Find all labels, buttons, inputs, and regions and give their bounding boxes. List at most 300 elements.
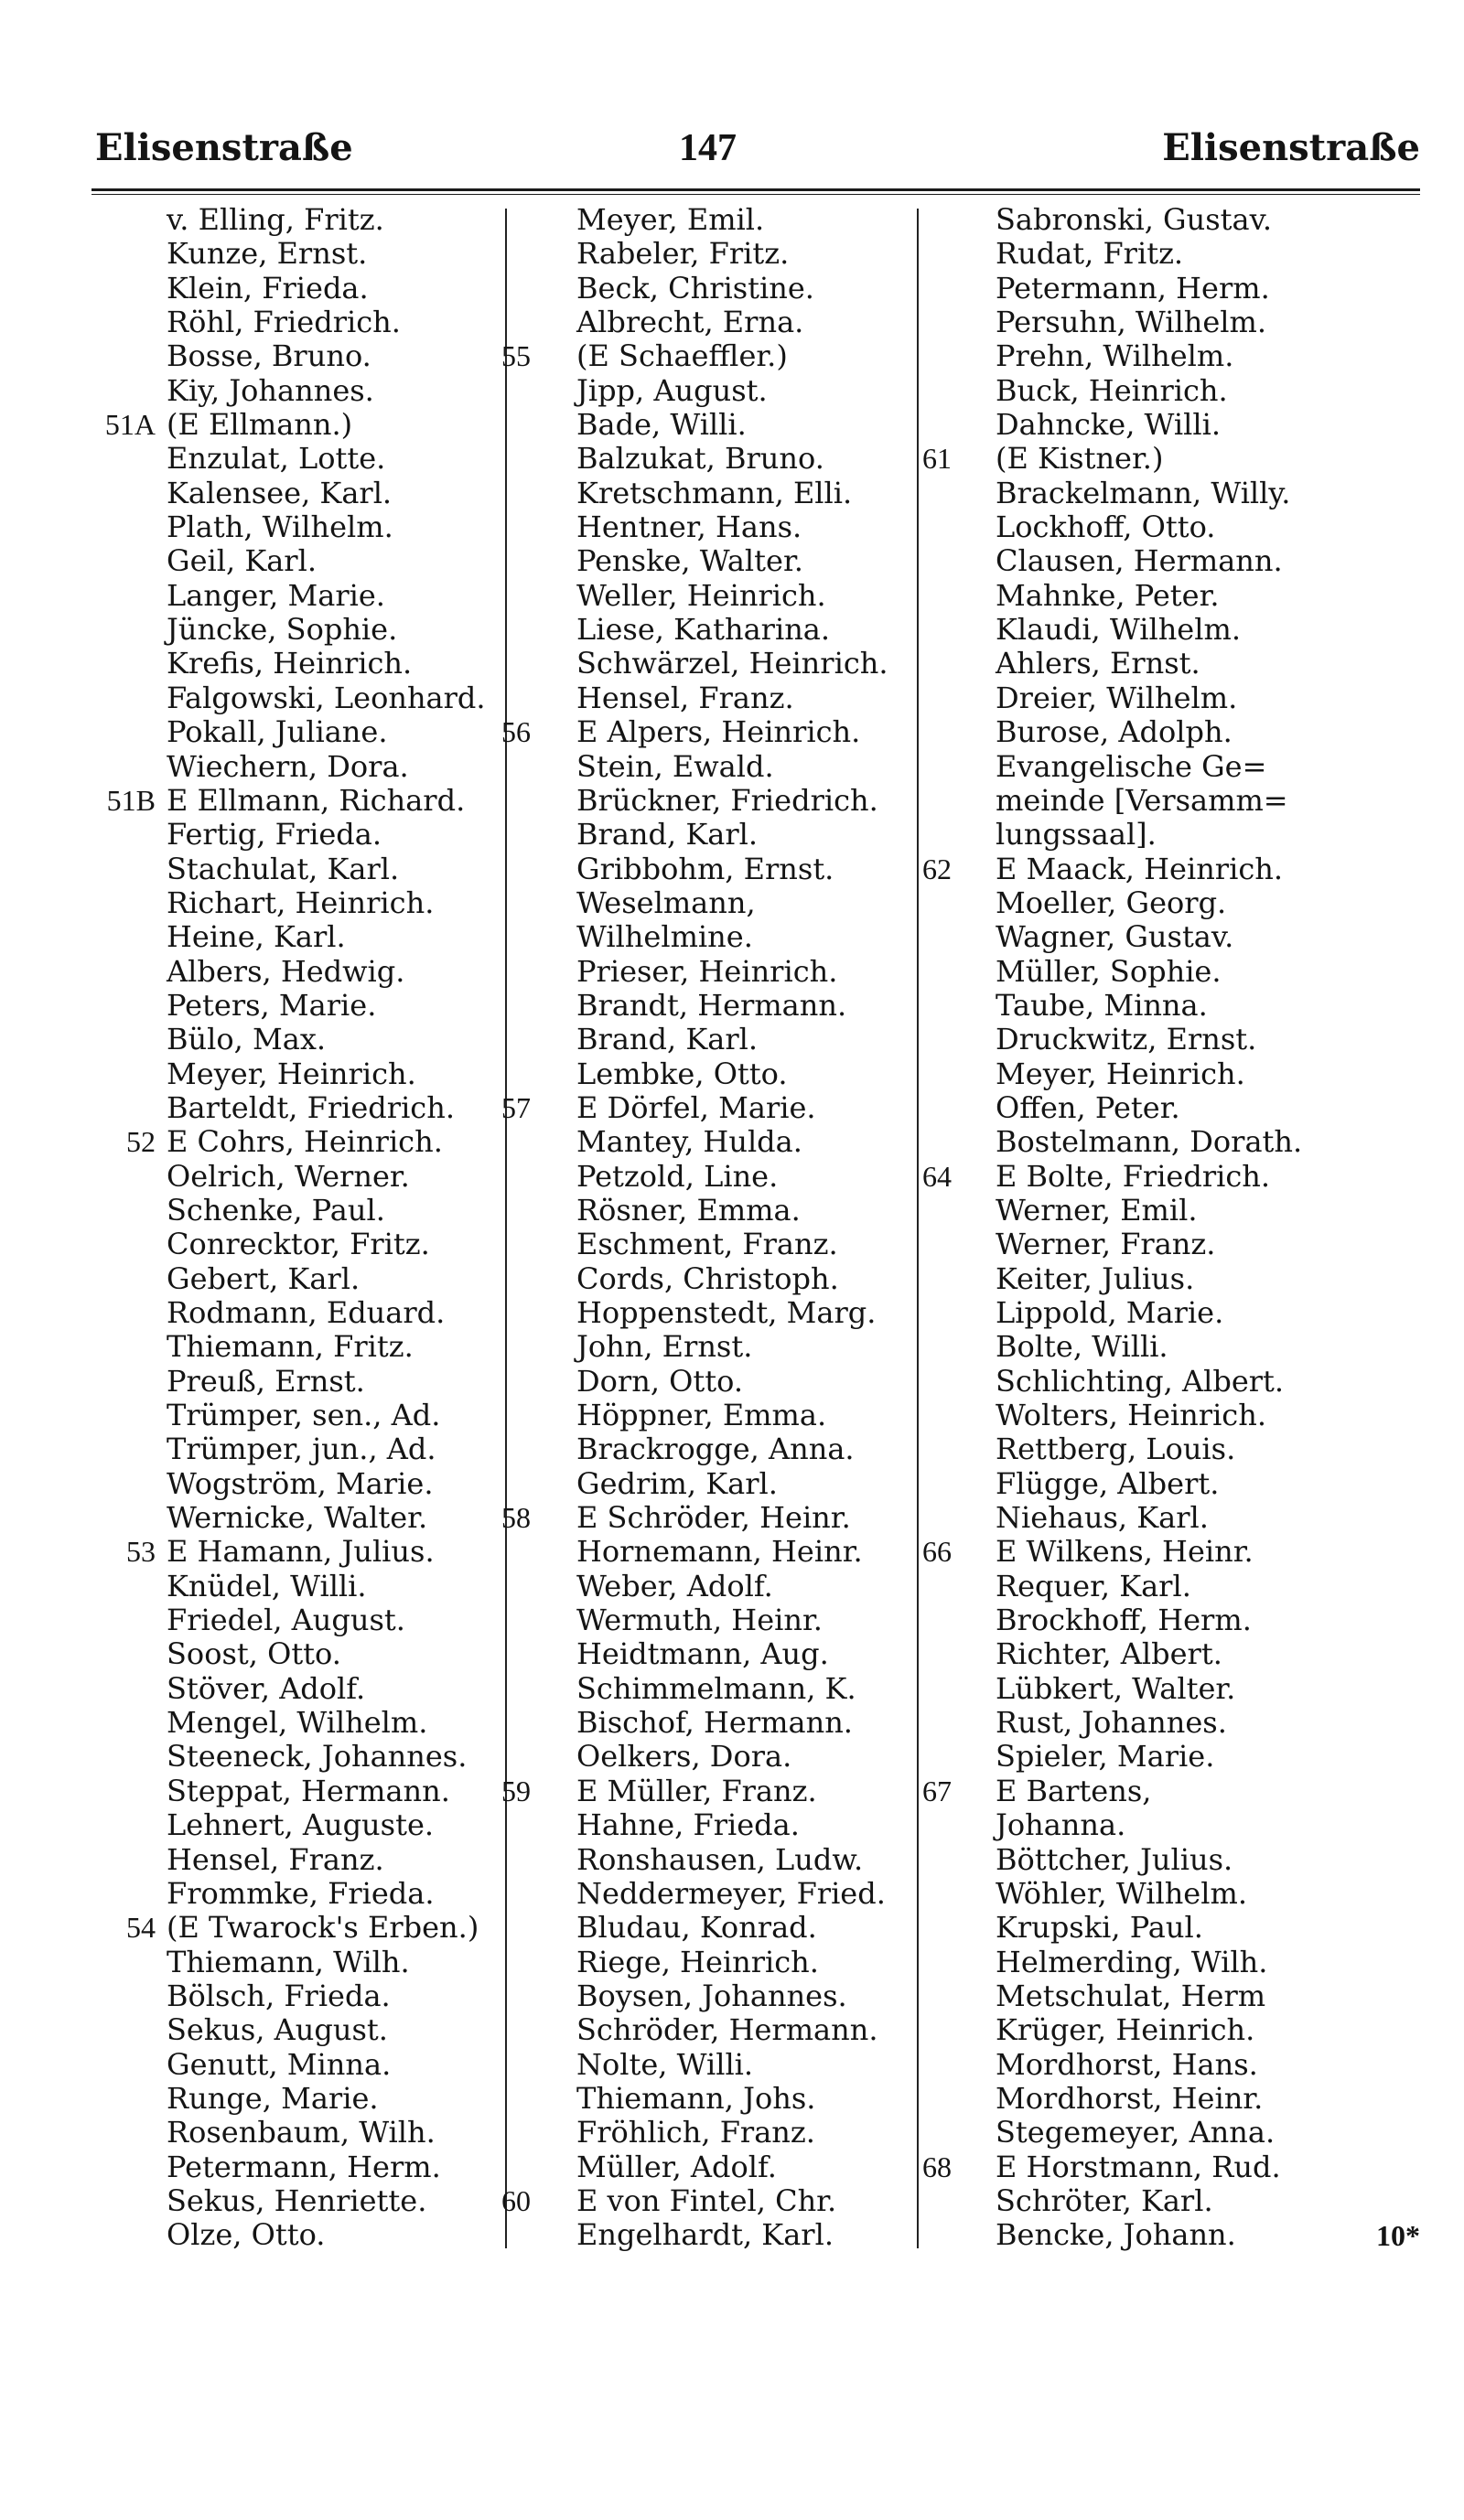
list-item bbox=[924, 2048, 1418, 2082]
resident-name: Heidtmann, Aug. bbox=[576, 1636, 829, 1672]
resident-name: Schröder, Hermann. bbox=[576, 2012, 878, 2048]
resident-name: Stachulat, Karl. bbox=[167, 851, 400, 886]
resident-name: (E Kistner.) bbox=[996, 441, 1164, 477]
resident-name: Rodmann, Eduard. bbox=[167, 1295, 446, 1330]
list-item bbox=[924, 1672, 1418, 1706]
resident-name: Trümper, sen., Ad. bbox=[167, 1398, 441, 1433]
list-item bbox=[924, 1365, 1418, 1399]
resident-name: E Ellmann, Richard. bbox=[167, 782, 466, 818]
list-item bbox=[512, 1057, 915, 1091]
resident-name: Weber, Adolf. bbox=[576, 1568, 773, 1603]
resident-name: Enzulat, Lotte. bbox=[167, 441, 386, 477]
list-item bbox=[924, 853, 1418, 886]
list-item bbox=[512, 1672, 915, 1706]
list-item bbox=[92, 203, 503, 237]
resident-name: Kretschmann, Elli. bbox=[576, 475, 853, 510]
list-item bbox=[92, 544, 503, 578]
resident-name: Wermuth, Heinr. bbox=[576, 1603, 823, 1638]
list-item bbox=[512, 477, 915, 510]
list-item bbox=[924, 681, 1418, 715]
list-item bbox=[924, 1467, 1418, 1501]
resident-name: Johanna. bbox=[996, 1807, 1126, 1843]
resident-name: Lippold, Marie. bbox=[996, 1295, 1224, 1330]
resident-name: Hensel, Franz. bbox=[167, 1841, 384, 1877]
resident-name: Burose, Adolph. bbox=[996, 714, 1233, 750]
list-item bbox=[512, 579, 915, 613]
list-item bbox=[512, 1808, 915, 1842]
house-number: 64 bbox=[922, 1159, 952, 1193]
list-item bbox=[924, 1330, 1418, 1364]
column-3 bbox=[924, 203, 1418, 2253]
list-item bbox=[924, 1911, 1418, 1945]
resident-name: Kunze, Ernst. bbox=[167, 236, 368, 272]
resident-name: Wagner, Gustav. bbox=[996, 919, 1234, 955]
resident-name: Lockhoff, Otto. bbox=[996, 509, 1216, 545]
resident-name: Barteldt, Friedrich. bbox=[167, 1089, 455, 1125]
list-item bbox=[92, 818, 503, 852]
list-item bbox=[92, 853, 503, 886]
list-item bbox=[501, 1500, 915, 1536]
list-item bbox=[92, 613, 503, 647]
list-item bbox=[92, 647, 503, 681]
resident-name: (E Schaeffler.) bbox=[576, 338, 788, 374]
list-item bbox=[92, 1262, 503, 1296]
list-item bbox=[92, 681, 503, 715]
resident-name: Albrecht, Erna. bbox=[576, 305, 804, 340]
list-item bbox=[924, 715, 1418, 749]
list-item bbox=[512, 750, 915, 784]
column-2 bbox=[501, 202, 915, 2253]
resident-name: Soost, Otto. bbox=[167, 1636, 341, 1672]
list-item bbox=[924, 1125, 1418, 1159]
house-number: 51B bbox=[106, 783, 156, 817]
list-item bbox=[501, 714, 915, 750]
resident-name: (E Twarock's Erben.) bbox=[167, 1910, 479, 1946]
signature-mark: 10* bbox=[1376, 2219, 1420, 2252]
resident-name: Meyer, Heinrich. bbox=[996, 1056, 1245, 1091]
resident-name: Balzukat, Bruno. bbox=[576, 441, 824, 477]
resident-name: Schenke, Paul. bbox=[167, 1192, 385, 1228]
resident-name: Röhl, Friedrich. bbox=[167, 305, 401, 340]
house-number: 68 bbox=[922, 2150, 952, 2183]
list-item bbox=[92, 989, 503, 1023]
list-item bbox=[92, 955, 503, 989]
list-item bbox=[924, 1603, 1418, 1637]
list-item bbox=[924, 2184, 1418, 2218]
resident-name: Moeller, Georg. bbox=[996, 885, 1227, 920]
list-item bbox=[924, 2082, 1418, 2116]
resident-name: Frommke, Frieda. bbox=[167, 1875, 435, 1911]
resident-name: Steppat, Hermann. bbox=[167, 1773, 450, 1808]
resident-name: Krüger, Heinrich. bbox=[996, 2012, 1255, 2048]
list-item bbox=[924, 339, 1418, 373]
resident-name: Krupski, Paul. bbox=[996, 1910, 1203, 1946]
list-item bbox=[92, 1125, 503, 1159]
list-item bbox=[512, 1125, 915, 1159]
resident-name: Helmerding, Wilh. bbox=[996, 1944, 1268, 1979]
resident-name: John, Ernst. bbox=[576, 1329, 753, 1365]
resident-name: Genutt, Minna. bbox=[167, 2046, 392, 2082]
resident-name: Steeneck, Johannes. bbox=[167, 1739, 468, 1775]
resident-name: E Schröder, Heinr. bbox=[576, 1500, 851, 1536]
list-item bbox=[92, 1023, 503, 1056]
list-item bbox=[924, 1160, 1418, 1194]
list-item bbox=[512, 1467, 915, 1501]
resident-name: Keiter, Julius. bbox=[996, 1260, 1195, 1296]
list-item bbox=[924, 374, 1418, 408]
list-item bbox=[92, 1706, 503, 1740]
resident-name: Schröter, Karl. bbox=[996, 2182, 1213, 2218]
resident-name: Sekus, August. bbox=[167, 2012, 388, 2048]
list-item bbox=[924, 1262, 1418, 1296]
header-left-street: Elisenstraße bbox=[95, 126, 353, 169]
list-item bbox=[92, 579, 503, 613]
resident-name: Requer, Karl. bbox=[996, 1568, 1191, 1603]
list-item bbox=[924, 203, 1418, 237]
resident-name: Friedel, August. bbox=[167, 1603, 405, 1638]
list-item bbox=[501, 338, 915, 374]
list-item bbox=[512, 1228, 915, 1261]
resident-name: Meyer, Emil. bbox=[576, 202, 765, 237]
list-item bbox=[924, 989, 1418, 1023]
list-item bbox=[92, 1399, 503, 1432]
resident-name: Fertig, Frieda. bbox=[167, 817, 382, 853]
column-divider-2 bbox=[917, 209, 919, 2248]
list-item bbox=[512, 2013, 915, 2047]
list-item bbox=[512, 1570, 915, 1603]
column-1 bbox=[92, 203, 503, 2253]
list-item bbox=[924, 1296, 1418, 1330]
list-item bbox=[512, 1262, 915, 1296]
resident-name: Heine, Karl. bbox=[167, 919, 346, 955]
list-item bbox=[512, 2048, 915, 2082]
resident-name: Mahnke, Peter. bbox=[996, 577, 1220, 613]
list-item bbox=[512, 2218, 915, 2252]
resident-name: Hahne, Frieda. bbox=[576, 1807, 800, 1843]
resident-name: E Hamann, Julius. bbox=[167, 1534, 435, 1570]
list-item bbox=[92, 886, 503, 920]
house-number: 56 bbox=[501, 715, 531, 749]
resident-name: Trümper, jun., Ad. bbox=[167, 1432, 436, 1467]
resident-name: Penske, Walter. bbox=[576, 543, 803, 579]
list-item bbox=[501, 1773, 915, 1808]
list-item bbox=[92, 2218, 503, 2252]
resident-name: Preuß, Ernst. bbox=[167, 1363, 365, 1399]
resident-name: Runge, Marie. bbox=[167, 2080, 379, 2116]
resident-name: E Alpers, Heinrich. bbox=[576, 714, 861, 750]
resident-name: Weselmann, bbox=[576, 885, 756, 920]
list-item bbox=[92, 750, 503, 784]
resident-name: Evangelische Ge= bbox=[996, 748, 1267, 784]
resident-name: E Dörfel, Marie. bbox=[576, 1089, 816, 1125]
house-number: 53 bbox=[126, 1535, 156, 1569]
resident-name: Taube, Minna. bbox=[996, 987, 1208, 1023]
list-item bbox=[512, 306, 915, 339]
resident-name: E Horstmann, Rud. bbox=[996, 2149, 1281, 2184]
resident-name: Wöhler, Wilhelm. bbox=[996, 1875, 1247, 1911]
resident-name: Bolte, Willi. bbox=[996, 1329, 1168, 1365]
house-number: 67 bbox=[922, 1774, 952, 1807]
resident-name: Brandt, Hermann. bbox=[576, 987, 847, 1023]
house-number: 61 bbox=[922, 442, 952, 476]
list-item bbox=[512, 818, 915, 852]
resident-name: Richart, Heinrich. bbox=[167, 885, 435, 920]
list-item bbox=[92, 442, 503, 476]
list-item bbox=[512, 1979, 915, 2013]
resident-name: Boysen, Johannes. bbox=[576, 1978, 847, 2013]
resident-name: Thiemann, Fritz. bbox=[167, 1329, 414, 1365]
list-item bbox=[512, 784, 915, 818]
list-item bbox=[92, 1843, 503, 1877]
list-item bbox=[512, 408, 915, 442]
list-item bbox=[92, 1228, 503, 1261]
resident-name: Thiemann, Johs. bbox=[576, 2080, 816, 2116]
resident-name: Hensel, Franz. bbox=[576, 680, 794, 715]
list-item bbox=[92, 920, 503, 954]
resident-name: v. Elling, Fritz. bbox=[167, 202, 384, 237]
list-item bbox=[512, 1432, 915, 1466]
resident-name: Persuhn, Wilhelm. bbox=[996, 305, 1267, 340]
resident-name: Wogström, Marie. bbox=[167, 1465, 434, 1501]
list-item bbox=[512, 442, 915, 476]
list-item bbox=[512, 510, 915, 544]
resident-name: Langer, Marie. bbox=[167, 577, 385, 613]
list-item bbox=[512, 1365, 915, 1399]
list-item bbox=[92, 1501, 503, 1535]
list-item bbox=[924, 1501, 1418, 1535]
resident-name: Nolte, Willi. bbox=[576, 2046, 754, 2082]
list-item bbox=[92, 1057, 503, 1091]
list-item bbox=[512, 272, 915, 306]
resident-name: E Müller, Franz. bbox=[576, 1773, 817, 1808]
list-item bbox=[924, 613, 1418, 647]
resident-name: Jipp, August. bbox=[576, 372, 768, 408]
header-right-street: Elisenstraße bbox=[1162, 126, 1420, 169]
list-item bbox=[924, 544, 1418, 578]
list-item bbox=[92, 339, 503, 373]
resident-name: Gedrim, Karl. bbox=[576, 1465, 778, 1501]
resident-name: Engelhardt, Karl. bbox=[576, 2217, 834, 2253]
list-item bbox=[512, 203, 915, 237]
resident-name: Prieser, Heinrich. bbox=[576, 953, 838, 989]
list-item bbox=[92, 1979, 503, 2013]
list-item bbox=[512, 1706, 915, 1740]
resident-name: Bölsch, Frieda. bbox=[167, 1978, 391, 2013]
resident-name: Hentner, Hans. bbox=[576, 509, 802, 545]
resident-name: Peters, Marie. bbox=[167, 987, 377, 1023]
resident-name: Wolters, Heinrich. bbox=[996, 1398, 1266, 1433]
list-item bbox=[924, 1979, 1418, 2013]
house-number: 62 bbox=[922, 852, 952, 885]
resident-name: Bostelmann, Dorath. bbox=[996, 1124, 1303, 1160]
resident-name: Rust, Johannes. bbox=[996, 1705, 1227, 1741]
resident-name: Clausen, Hermann. bbox=[996, 543, 1283, 579]
resident-name: (E Ellmann.) bbox=[167, 407, 353, 443]
resident-name: Rabeler, Fritz. bbox=[576, 236, 790, 272]
list-item bbox=[512, 2150, 915, 2184]
resident-name: Fröhlich, Franz. bbox=[576, 2115, 815, 2150]
resident-name: Bischof, Hermann. bbox=[576, 1705, 853, 1741]
resident-name: Flügge, Albert. bbox=[996, 1465, 1220, 1501]
list-item bbox=[512, 1637, 915, 1671]
list-item bbox=[92, 2150, 503, 2184]
resident-name: Petermann, Herm. bbox=[996, 270, 1270, 306]
list-item bbox=[924, 1057, 1418, 1091]
resident-name: Bludau, Konrad. bbox=[576, 1910, 817, 1946]
resident-name: Riege, Heinrich. bbox=[576, 1944, 819, 1979]
list-item bbox=[924, 408, 1418, 442]
list-item bbox=[924, 920, 1418, 954]
list-item bbox=[512, 1603, 915, 1637]
resident-name: Stöver, Adolf. bbox=[167, 1670, 366, 1706]
house-number: 59 bbox=[501, 1774, 531, 1807]
list-item bbox=[92, 1467, 503, 1501]
list-item bbox=[512, 2116, 915, 2150]
list-item bbox=[924, 272, 1418, 306]
resident-name: Geil, Karl. bbox=[167, 543, 317, 579]
list-item bbox=[92, 1775, 503, 1808]
house-number: 52 bbox=[126, 1125, 156, 1159]
resident-name: Niehaus, Karl. bbox=[996, 1500, 1209, 1536]
list-item bbox=[924, 1706, 1418, 1740]
resident-name: Müller, Adolf. bbox=[576, 2149, 777, 2184]
resident-name: Wiechern, Dora. bbox=[167, 748, 409, 784]
resident-name: Wilhelmine. bbox=[576, 919, 753, 955]
resident-name: Neddermeyer, Fried. bbox=[576, 1875, 886, 1911]
resident-name: Dahncke, Willi. bbox=[996, 407, 1221, 443]
list-item bbox=[924, 1535, 1418, 1569]
list-item bbox=[512, 1740, 915, 1774]
resident-name: Mantey, Hulda. bbox=[576, 1124, 802, 1160]
list-item bbox=[92, 1091, 503, 1125]
resident-name: Falgowski, Leonhard. bbox=[167, 680, 486, 715]
house-number: 51A bbox=[104, 408, 156, 442]
resident-name: Rosenbaum, Wilh. bbox=[167, 2115, 436, 2150]
resident-name: Höppner, Emma. bbox=[576, 1398, 827, 1433]
house-number: 60 bbox=[501, 2183, 531, 2217]
list-item bbox=[512, 1399, 915, 1432]
list-item bbox=[92, 1911, 503, 1945]
resident-name: Ronshausen, Ludw. bbox=[576, 1841, 864, 1877]
resident-name: E Bartens, bbox=[996, 1773, 1152, 1808]
resident-name: Müller, Sophie. bbox=[996, 953, 1222, 989]
list-item bbox=[92, 1365, 503, 1399]
resident-name: Spieler, Marie. bbox=[996, 1739, 1215, 1775]
list-item bbox=[512, 647, 915, 681]
list-item bbox=[92, 2048, 503, 2082]
list-item bbox=[92, 2184, 503, 2218]
resident-name: Plath, Wilhelm. bbox=[167, 509, 393, 545]
resident-name: Albers, Hedwig. bbox=[167, 953, 405, 989]
list-item bbox=[924, 1091, 1418, 1125]
list-item bbox=[924, 477, 1418, 510]
resident-name: Schlichting, Albert. bbox=[996, 1363, 1285, 1399]
list-item bbox=[924, 784, 1418, 818]
page-number: 147 bbox=[679, 127, 737, 169]
list-item bbox=[92, 1296, 503, 1330]
list-item bbox=[512, 544, 915, 578]
resident-name: Pokall, Juliane. bbox=[167, 714, 388, 750]
list-item bbox=[92, 2013, 503, 2047]
list-item bbox=[92, 1637, 503, 1671]
list-item bbox=[924, 1570, 1418, 1603]
resident-name: Bade, Willi. bbox=[576, 407, 747, 443]
list-item bbox=[512, 613, 915, 647]
list-item bbox=[92, 1535, 503, 1569]
list-item bbox=[924, 2013, 1418, 2047]
resident-name: Hoppenstedt, Marg. bbox=[576, 1295, 877, 1330]
list-item bbox=[512, 886, 915, 920]
resident-name: E Wilkens, Heinr. bbox=[996, 1534, 1254, 1570]
list-item bbox=[924, 955, 1418, 989]
resident-name: Beck, Christine. bbox=[576, 270, 814, 306]
list-item bbox=[924, 1843, 1418, 1877]
resident-name: meinde [Versamm= bbox=[996, 782, 1288, 818]
list-item bbox=[92, 374, 503, 408]
resident-name: E Maack, Heinrich. bbox=[996, 851, 1284, 886]
list-item bbox=[92, 2116, 503, 2150]
house-number: 58 bbox=[501, 1501, 531, 1535]
resident-name: Schwärzel, Heinrich. bbox=[576, 646, 888, 681]
resident-name: Weller, Heinrich. bbox=[576, 577, 826, 613]
resident-name: Gebert, Karl. bbox=[167, 1260, 361, 1296]
resident-name: Schimmelmann, K. bbox=[576, 1670, 856, 1706]
list-item bbox=[924, 2116, 1418, 2150]
resident-name: Druckwitz, Ernst. bbox=[996, 1022, 1257, 1057]
list-item bbox=[92, 1672, 503, 1706]
list-item bbox=[512, 1330, 915, 1364]
list-item bbox=[92, 1432, 503, 1466]
resident-name: Offen, Peter. bbox=[996, 1089, 1180, 1125]
list-item bbox=[92, 1160, 503, 1194]
house-number: 57 bbox=[501, 1090, 531, 1124]
list-item bbox=[924, 1946, 1418, 1979]
resident-name: Dorn, Otto. bbox=[576, 1363, 743, 1399]
resident-name: Brand, Karl. bbox=[576, 1022, 759, 1057]
resident-name: Wernicke, Walter. bbox=[167, 1500, 428, 1536]
resident-name: Kiy, Johannes. bbox=[167, 372, 374, 408]
list-item bbox=[512, 681, 915, 715]
house-number: 55 bbox=[501, 339, 531, 373]
header-rule-thin bbox=[92, 194, 1420, 195]
resident-name: Knüdel, Willi. bbox=[167, 1568, 367, 1603]
resident-name: Mengel, Wilhelm. bbox=[167, 1705, 428, 1741]
house-number: 66 bbox=[922, 1535, 952, 1569]
list-item bbox=[924, 510, 1418, 544]
list-item bbox=[924, 579, 1418, 613]
list-item bbox=[92, 1877, 503, 1911]
list-item bbox=[92, 1603, 503, 1637]
resident-name: Kalensee, Karl. bbox=[167, 475, 393, 510]
resident-name: Richter, Albert. bbox=[996, 1636, 1222, 1672]
resident-name: Bencke, Johann. bbox=[996, 2217, 1236, 2253]
resident-name: Liese, Katharina. bbox=[576, 612, 831, 648]
list-item bbox=[92, 237, 503, 271]
resident-name: Werner, Emil. bbox=[996, 1192, 1198, 1228]
resident-name: Brackrogge, Anna. bbox=[576, 1432, 855, 1467]
resident-name: Brand, Karl. bbox=[576, 817, 759, 853]
list-item bbox=[924, 1740, 1418, 1774]
resident-name: Petzold, Line. bbox=[576, 1158, 779, 1194]
resident-name: Thiemann, Wilh. bbox=[167, 1944, 410, 1979]
resident-name: Rösner, Emma. bbox=[576, 1192, 801, 1228]
resident-name: Rettberg, Louis. bbox=[996, 1432, 1236, 1467]
list-item bbox=[512, 1023, 915, 1056]
list-item bbox=[92, 1330, 503, 1364]
resident-name: Lehnert, Auguste. bbox=[167, 1807, 435, 1843]
resident-name: Stein, Ewald. bbox=[576, 748, 774, 784]
list-item bbox=[92, 1808, 503, 1842]
